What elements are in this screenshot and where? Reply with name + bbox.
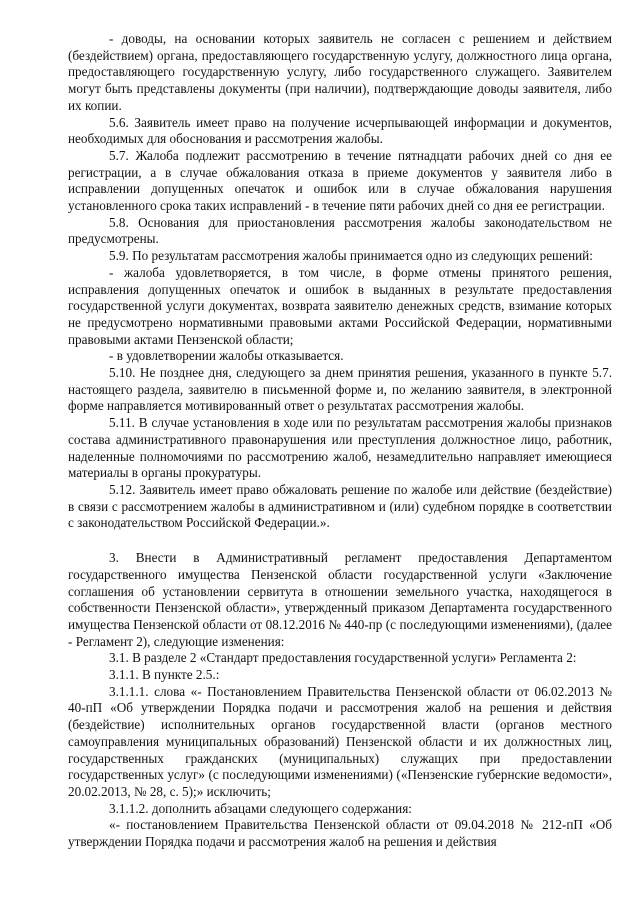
paragraph-complaint-satisfied: - жалоба удовлетворяется, в том числе, в форме отмены принятого решения, исправления допущенных опечаток и ошибок в выданных в результате предоставления государственной услуги документах, возврата заявителю денежных средств, взимание которых не предусмотрено нормативными правовыми актами Российской Федерации, нормативными правовыми актами Пензенской области; <box>68 264 612 347</box>
paragraph-5-7: 5.7. Жалоба подлежит рассмотрению в течение пятнадцати рабочих дней со дня ее регистрации, а в случае обжалования отказа в приеме документов у заявителя либо в исправлении допущенных опечаток и ошибок или в случае обжалования нарушения установленного срока таких исправлений - в течение пяти рабочих дней со дня ее регистрации. <box>68 147 612 214</box>
paragraph-complaint-refused: - в удовлетворении жалобы отказывается. <box>109 348 344 364</box>
paragraph-5-10: 5.10. Не позднее дня, следующего за днем принятия решения, указанного в пункте 5.7. настоящего раздела, заявителю в письменной форме и, по желанию заявителя, в электронной форме направляется мотивированный ответ о результатах рассмотрения жалобы. <box>68 365 612 414</box>
paragraph-3-1-1-1: 3.1.1.1. слова «- Постановлением Правительства Пензенской области от 06.02.2013 № 40-пП «Об утверждении Порядка подачи и рассмотрения жалоб на решения и действия (бездействие) исполнительных органов государственной власти (органов местного самоуправления муниципальных образований) Пензенской области и их должностных лиц, государственных гражданских (муниципальных) служащих при предоставлении государственных услуг» (с последующими изменениями) («Пензенские губернские ведомости», 20.02.2013, № 28, с. 5);» исключить; <box>68 683 612 799</box>
paragraph-5-8: 5.8. Основания для приостановления рассмотрения жалобы законодательством не предусмотрены. <box>68 214 612 247</box>
paragraph-gap <box>68 532 612 550</box>
paragraph-arguments: - доводы, на основании которых заявитель не согласен с решением и действием (бездействием) органа, предоставляющего государственную услугу, должностного лица органа, предоставляющего государственную услугу, либо государственного служащего. Заявителем могут быть представлены документы (при наличии), подтверждающие доводы заявителя, либо их копии. <box>68 31 612 113</box>
paragraph-3-1: 3.1. В разделе 2 «Стандарт предоставления государственной услуги» Регламента 2: <box>109 650 577 666</box>
paragraph-5-9: 5.9. По результатам рассмотрения жалобы принимается одно из следующих решений: <box>109 248 593 264</box>
paragraph-5-12: 5.12. Заявитель имеет право обжаловать решение по жалобе или действие (бездействие) в связи с рассмотрением жалобы в административном и (или) судебном порядке в соответствии с законодательством Российской Федерации.». <box>68 481 612 531</box>
paragraph-3: 3. Внести в Административный регламент предоставления Департаментом государственного имущества Пензенской области государственной услуги «Заключение соглашения об установлении сервитута в отношении земельного участка, находящегося в собственности Пензенской области», утвержденный приказом Департамента государственного имущества Пензенской области от 08.12.2016 № 440-пр (с последующими изменениями), (далее - Регламент 2), следующие изменения: <box>68 550 612 649</box>
paragraph-5-6: 5.6. Заявитель имеет право на получение исчерпывающей информации и документов, необходимых для обоснования и рассмотрения жалобы. <box>68 114 612 147</box>
paragraph-3-1-1-2: 3.1.1.2. дополнить абзацами следующего содержания: <box>109 800 412 816</box>
paragraph-5-11: 5.11. В случае установления в ходе или по результатам рассмотрения жалобы признаков состава административного правонарушения или преступления должностное лицо, работник, наделенные полномочиями по рассмотрению жалоб, незамедлительно направляет имеющиеся материалы в органы прокуратуры. <box>68 415 612 481</box>
paragraph-3-1-1: 3.1.1. В пункте 2.5.: <box>109 667 220 683</box>
paragraph-resolution-212: «- постановлением Правительства Пензенской области от 09.04.2018 № 212-пП «Об утверждении Порядка подачи и рассмотрения жалоб на решения и действия <box>68 817 612 850</box>
